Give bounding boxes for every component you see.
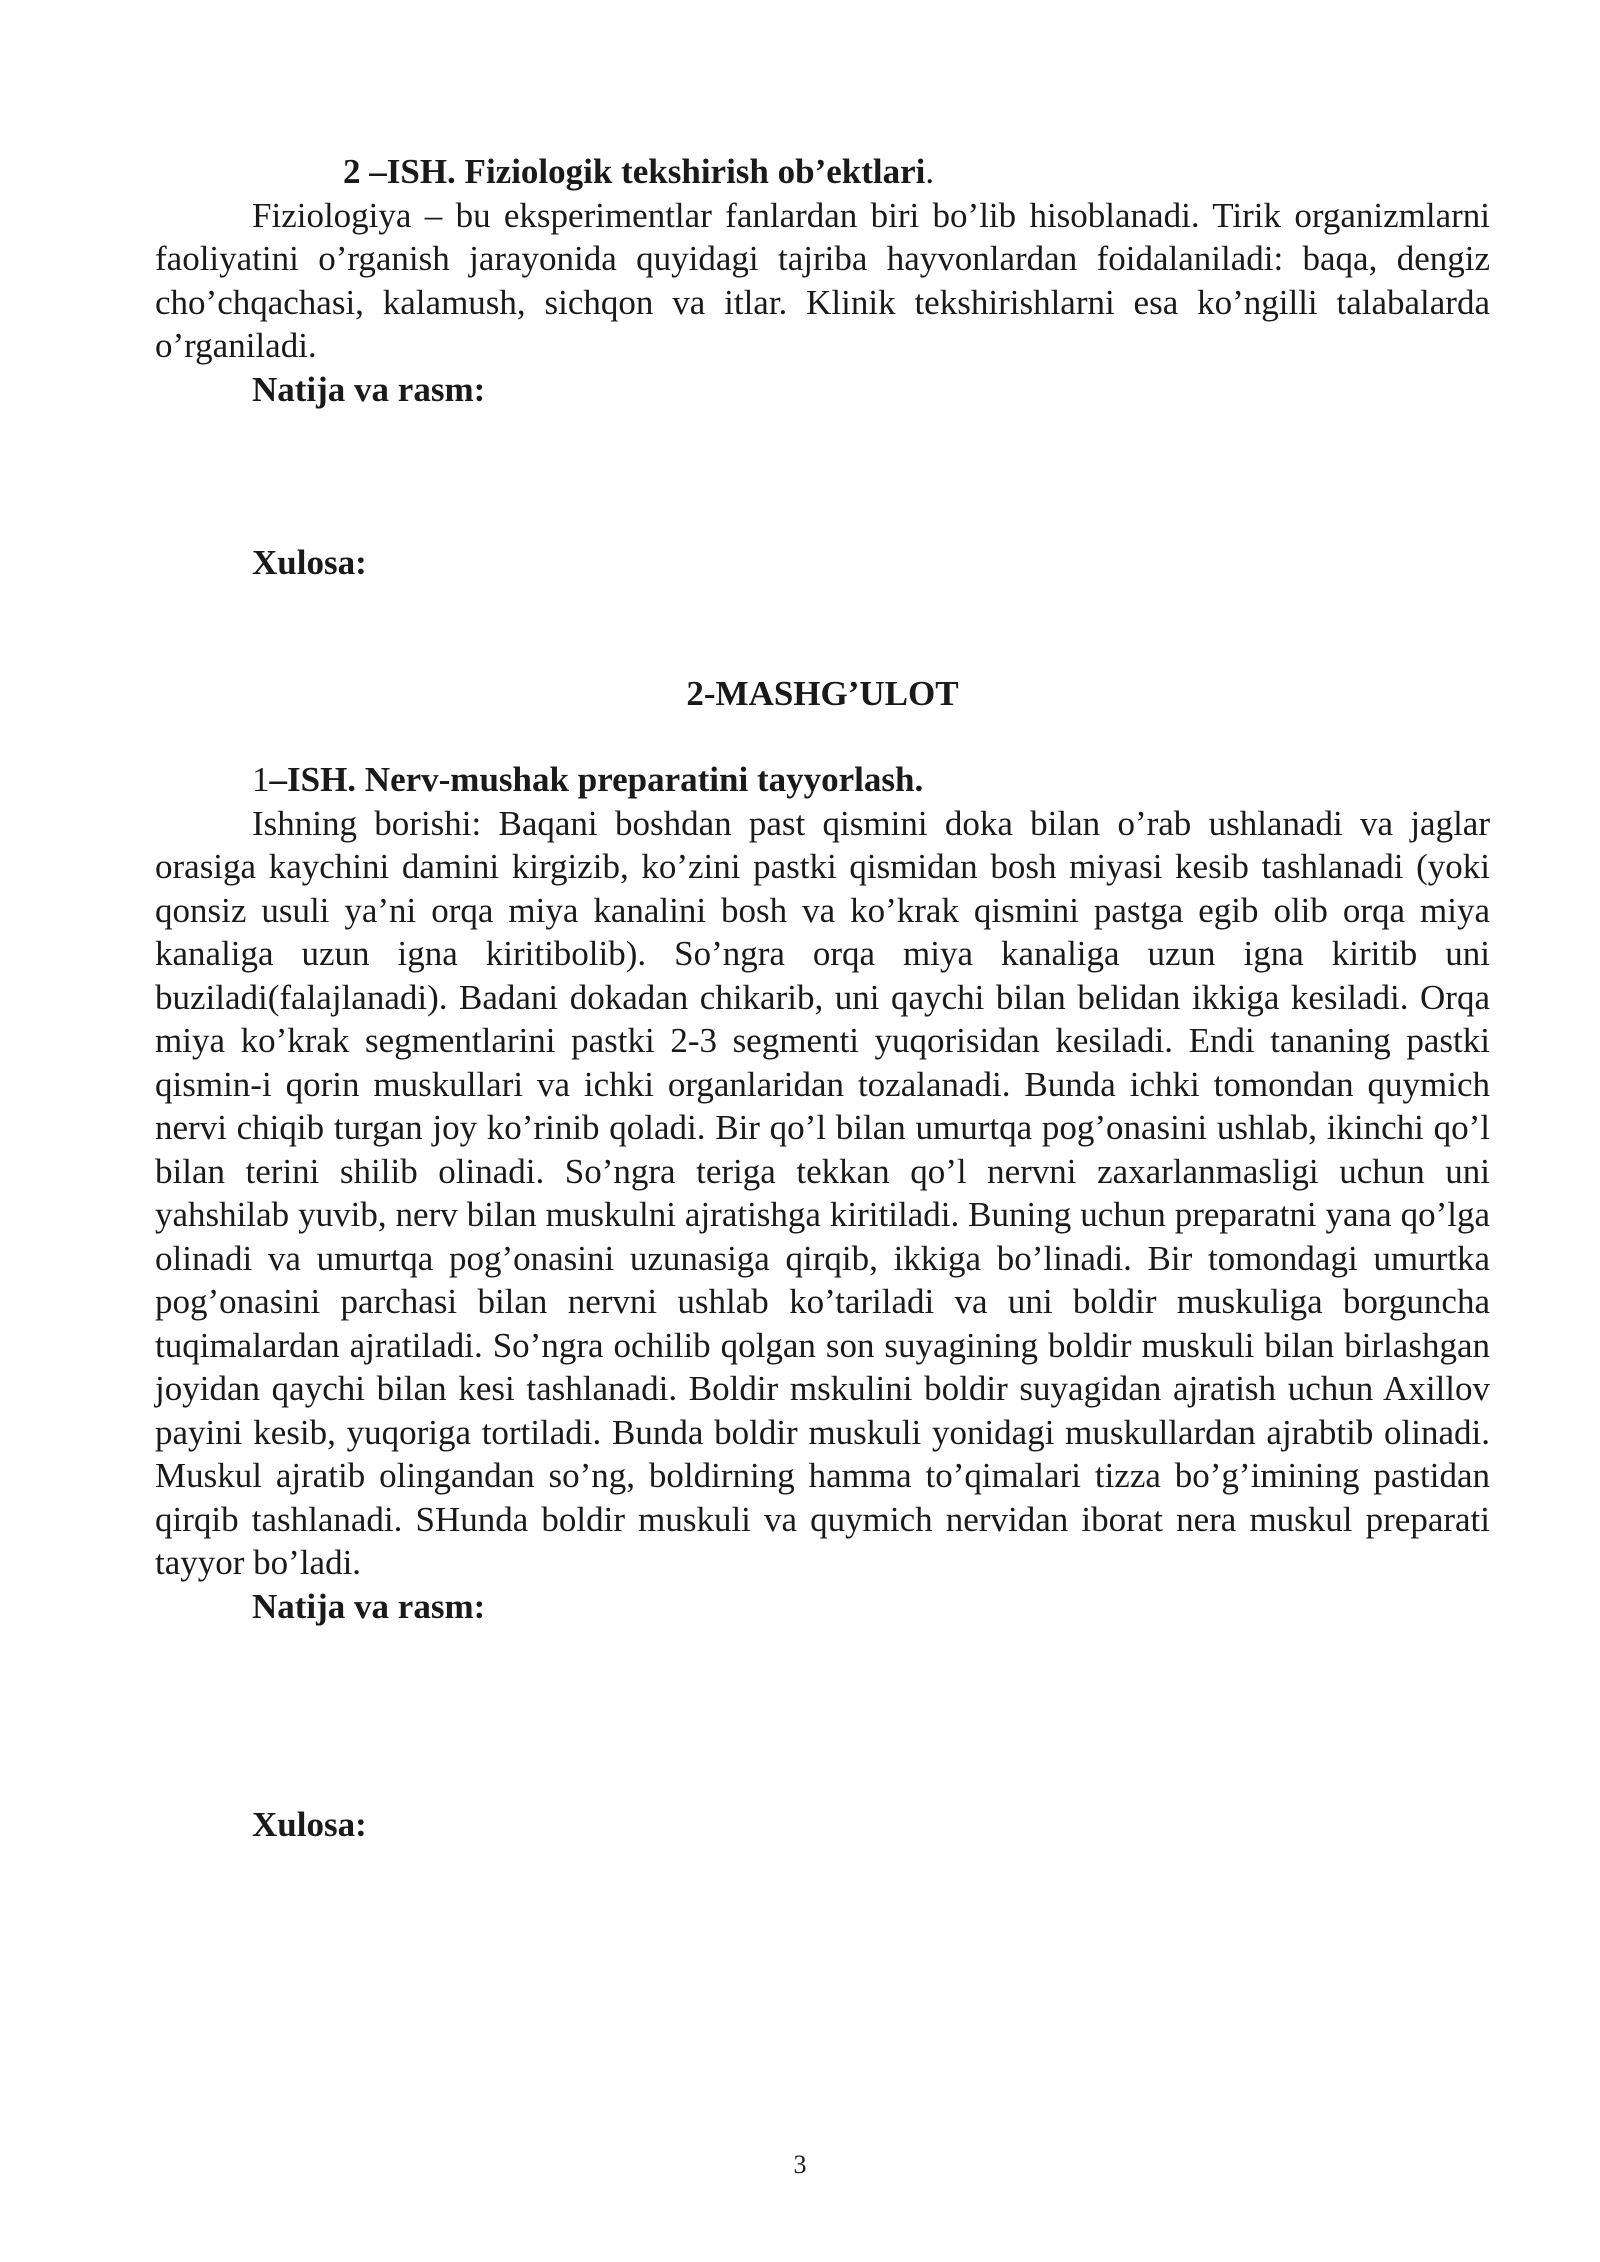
section2-heading-number: 1 [252,760,270,799]
section1-result-space [155,411,1490,541]
section2-conclusion-label: Xulosa: [252,1805,367,1844]
page-body [155,150,1490,1847]
section2-paragraph: Ishning borishi: Baqani boshdan past qismini doka bilan o’rab ushlanadi va jaglar orasiga kaychini damini kirgizib, ko’zini pastki qismidan bosh miyasi kesib tashlanadi (yoki qonsiz usuli ya’ni orqa miya kanalini bosh va ko’krak qismini pastga egib olib orqa miya kanaliga uzun igna kiritibolib). So’ngra orqa miya kanaliga uzun igna kiritib uni buziladi(falajlanadi). Badani dokadan chikarib, uni qaychi bilan belidan ikkiga kesiladi. Orqa miya ko’krak segmentlarini pastki 2-3 segmenti yuqorisidan kesiladi. Endi tananing pastki qismin-i qorin muskullari va ichki organlaridan tozalanadi. Bunda ichki tomondan quymich nervi chiqib turgan joy ko’rinib qoladi. Bir qo’l bilan umurtqa pog’onasini ushlab, ikinchi qo’l bilan terini shilib olinadi. So’ngra teriga tekkan qo’l nervni zaxarlanmasligi uchun uni yahshilab yuvib, nerv bilan muskulni ajratishga kiritiladi. Buning uchun preparatni yana qo’lga olinadi va umurtqa pog’onasini uzunasiga qirqib, ikkiga bo’linadi. Bir tomondagi umurtka pog’onasini parchasi bilan nervni ushlab ko’tariladi va uni boldir muskuliga borguncha tuqimalardan ajratiladi. So’ngra ochilib qolgan son suyagining boldir muskuli bilan birlashgan joyidan qaychi bilan kesi tashlanadi. Boldir mskulini boldir suyagidan ajratish uchun Axillov payini kesib, yuqoriga tortiladi. Bunda boldir muskuli yonidagi muskullardan ajrabtib olinadi. Muskul ajratib olingandan so’ng, boldirning hamma to’qimalari tizza bo’g’imining pastidan qirqib tashlanadi. SHunda boldir muskuli va quymich nervidan iborat nera muskul preparati tayyor bo’ladi. [155,803,1490,1582]
section1-result-label: Natija va rasm: [252,369,486,409]
section1-heading [155,150,1490,194]
lesson-title-gap [155,715,1490,758]
lesson-title: 2-MASHG’ULOT [686,673,959,713]
section2-heading-text: –ISH. Nerv-mushak preparatini tayyorlash. [269,760,924,799]
section1-heading-text: 2 –ISH. Fiziologik tekshirish ob’ektlari [343,152,926,191]
section1-conclusion-label: Xulosa: [252,543,367,582]
page-number: 3 [793,2150,807,2179]
section2-heading [155,758,1490,802]
section2-result-label: Natija va rasm: [252,1586,486,1626]
section1-heading-tail: . [925,152,935,191]
section1-conclusion-space [155,585,1490,672]
section2-result-space [155,1628,1490,1803]
section1-paragraph: Fiziologiya – bu eksperimentlar fanlardan biri bo’lib hisoblanadi. Tirik organizmlarni faoliyatini o’rganish jarayonida quyidagi tajriba hayvonlardan foidalaniladi: baqa, dengiz cho’chqachasi, kalamush, sichqon va itlar. Klinik tekshirishlarni esa ko’ngilli talabalarda o’rganiladi. [155,195,1490,365]
